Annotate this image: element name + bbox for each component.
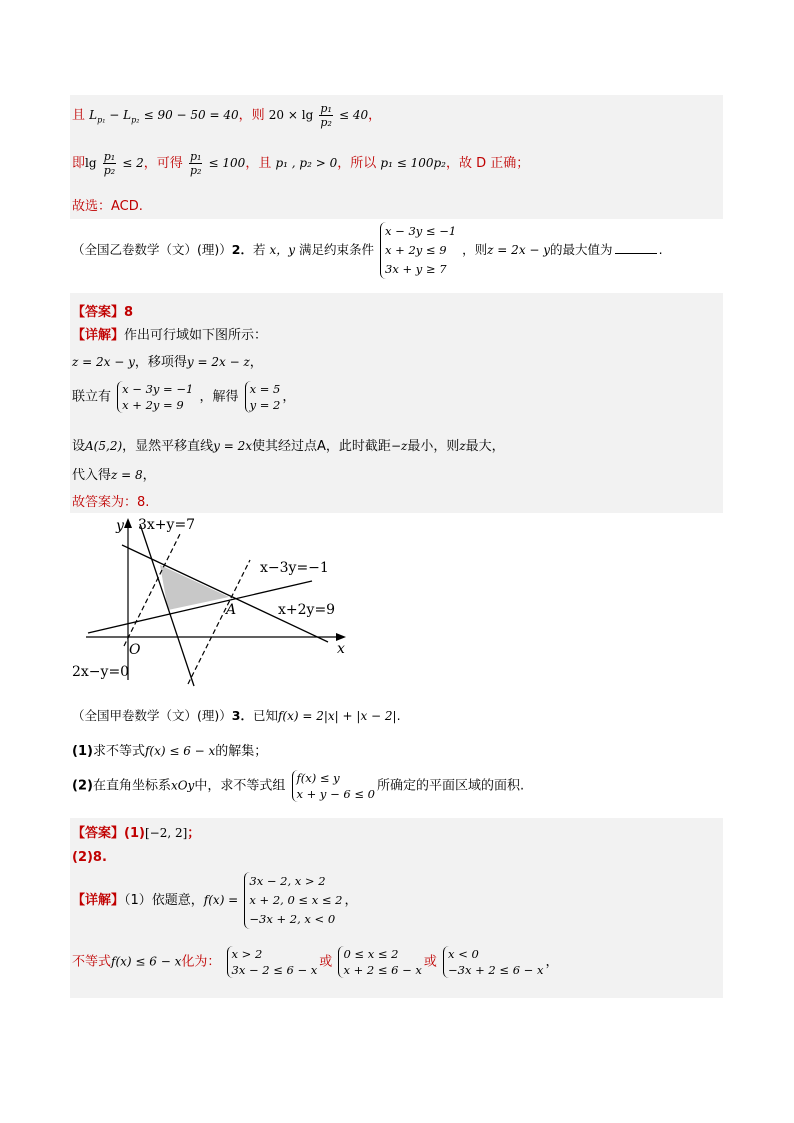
answer-2: 【答案】8 [72, 305, 134, 320]
equation-system: x − 3y = −1 x + 2y = 9 [117, 381, 193, 413]
x-axis-label: x [337, 641, 345, 657]
line-label-2x-y: 2x−y=0 [72, 664, 130, 680]
answer-3: 【答案】(1)[−2, 2]； [72, 826, 201, 841]
case-1-system: x > 2 3x − 2 ≤ 6 − x [227, 946, 318, 978]
final-answer-2: 故答案为：8. [72, 495, 150, 510]
piecewise-function: 3x − 2, x > 2 x + 2, 0 ≤ x ≤ 2 −3x + 2, x < 0 [244, 872, 342, 929]
answer-3-part2: (2)8. [72, 850, 107, 865]
line-label-3x-y-7: 3x+y=7 [138, 517, 196, 533]
detail-3-cases: 不等式f(x) ≤ 6 − x化为： x > 2 3x − 2 ≤ 6 − x 或 0 ≤ x ≤ 2 x + 2 ≤ 6 − x 或 x < 0 −3x + 2 ≤ 6 − x ， [72, 947, 559, 977]
inequality-system: f(x) ≤ y x + y − 6 ≤ 0 [292, 770, 375, 802]
solution-line-2: 即lg $\frac{\text{p₁}}{\text{p₂}}$ ≤ 2，可得 $\frac{\text{p₁}}{\text{p₂}}$ ≤ 100，且 p₁ , p₂ > 0，所以 p₁ ≤ 100p₂，故 D 正确； [72, 150, 530, 177]
question-3-part2: (2)在直角坐标系xOy中，求不等式组 f(x) ≤ y x + y − 6 ≤ 0 所确定的平面区域的面积. [72, 771, 525, 801]
detail-2-step2: 联立有 x − 3y = −1 x + 2y = 9 ，解得 x = 5 y = 2 ， [72, 382, 296, 412]
question-3: （全国甲卷数学（文）(理)）3．已知f(x) = 2|x| + |x − 2|. [72, 708, 401, 723]
line-label-x-2y: x+2y=9 [278, 602, 336, 618]
case-3-system: x < 0 −3x + 2 ≤ 6 − x [443, 946, 543, 978]
constraint-system: x − 3y ≤ −1 x + 2y ≤ 9 3x + y ≥ 7 [380, 222, 456, 279]
question-2: （全国乙卷数学（文）(理)）2．若 x，y 满足约束条件 x − 3y ≤ −1 x + 2y ≤ 9 3x + y ≥ 7 ，则z = 2x − y的最大值为 . [72, 222, 663, 279]
solution-system: x = 5 y = 2 [245, 381, 281, 413]
solution-choice: 故选：ACD. [72, 199, 143, 214]
answer-blank [615, 253, 657, 254]
fraction-p1-p2: $\frac{\text{p₁}}{\text{p₂}}$ [320, 102, 332, 129]
detail-2-step3: 设A(5,2)，显然平移直线y = 2x使其经过点A，此时截距−z最小，则z最大， [72, 439, 505, 454]
question-3-part1: (1)求不等式f(x) ≤ 6 − x的解集； [72, 744, 268, 759]
detail-2-step4: 代入得z = 8， [72, 468, 156, 483]
line-label-x-3y: x−3y=−1 [260, 560, 329, 576]
solution-line-1: 且 $L_{p_1} - L_{p_2} \le 90 - 50 = 40$，则 20 × lg $\frac{\text{p₁}}{\text{p₂}}$ ≤ 40， [72, 102, 382, 129]
detail-3-piecewise: 【详解】（1）依题意，f(x) = 3x − 2, x > 2 x + 2, 0 ≤ x ≤ 2 −3x + 2, x < 0 ， [72, 872, 357, 929]
origin-label: O [129, 642, 141, 658]
feasible-region-graph [72, 516, 348, 692]
point-a-label: A [226, 602, 237, 618]
y-axis-label: y [116, 518, 124, 534]
case-2-system: 0 ≤ x ≤ 2 x + 2 ≤ 6 − x [338, 946, 421, 978]
detail-2-step1: z = 2x − y，移项得y = 2x − z， [72, 355, 263, 370]
detail-2-intro: 【详解】作出可行域如下图所示： [72, 328, 268, 343]
